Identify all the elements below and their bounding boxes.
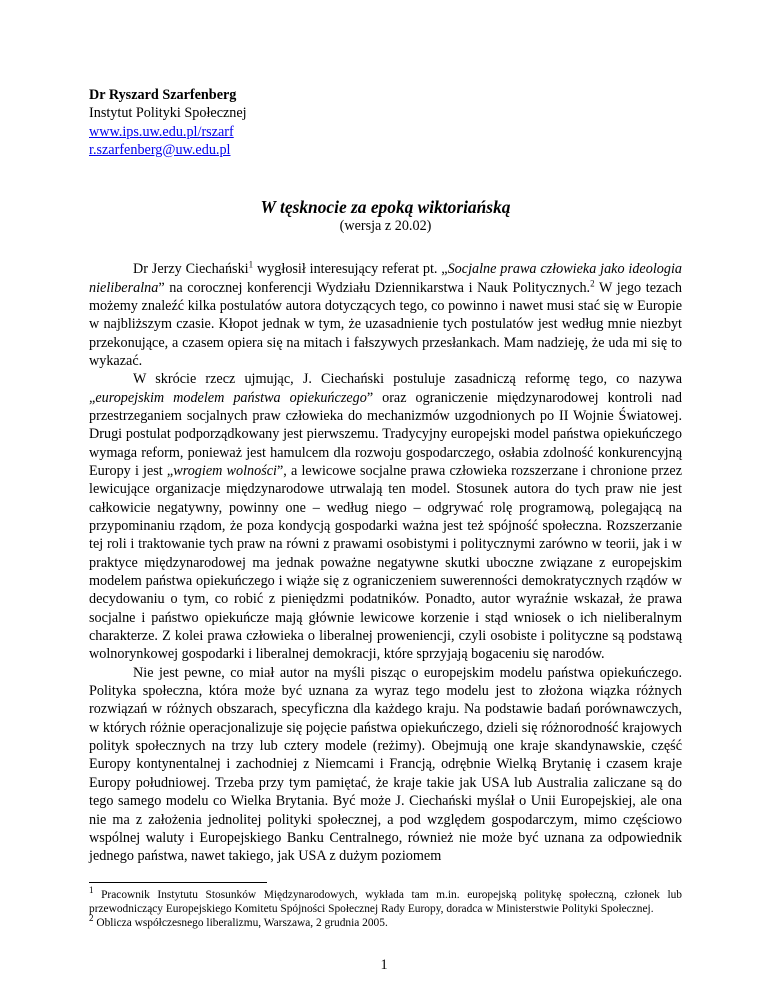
footnote-ref-1[interactable]: 1	[248, 259, 254, 270]
referat-title: Socjalne prawa człowieka jako ideologia nieliberalna	[89, 261, 682, 296]
footnotes	[89, 885, 682, 931]
document-title: W tęsknocie za epoką wiktoriańską	[260, 197, 511, 218]
page-number: 1	[380, 957, 388, 973]
body-text	[89, 260, 682, 865]
website-link[interactable]: www.ips.uw.edu.pl/rszarf	[89, 123, 234, 140]
emphasis-model: europejskim modelem państwa opiekuńczego	[95, 389, 367, 406]
footnote-ref-2[interactable]: 2	[590, 277, 595, 288]
email-link[interactable]: r.szarfenberg@uw.edu.pl	[89, 141, 231, 158]
footnote-2: $^2$ Oblicza współczesnego liberalizmu, Warszawa, 2 grudnia 2005.	[89, 913, 388, 930]
document-page	[89, 86, 682, 866]
paragraph-3: Nie jest pewne, co miał autor na myśli pisząc o europejskim modelu państwa opiekuńczego. Polityka społeczna, która może być uznana za wyraz tego modelu jest to złożona wiązka różnych rozwiązań w różnych obszarach, specyficzna dla każdego kraju. Na podstawie badań porównawczych, w których różnie operacjonalizuje się pojęcie państwa opiekuńczego, dzieli się różnorodność krajowych polityk społecznych na trzy lub cztery modele (reżimy). Obejmują one kraje skandynawskie, część Europy kontynentalnej i zachodniej z Niemcami i Francją, odrębnie Wielką Brytanię i czasem kraje Europy południowej. Trzeba przy tym pamiętać, że kraje takie jak USA lub Australia zaliczane są do tego samego modelu co Wielka Brytania. Być może J. Ciechański myślał o Unii Europejskiej, ale ona nie ma z założenia jednolitej polityki społecznej, a pod względem gospodarczym, mimo częściowo wspólnej waluty i Europejskiego Banku Centralnego, również nie może być uznana za odpowiednik jednego państwa, nawet takiego, jak USA z dużym poziomem	[89, 664, 682, 865]
version-note: (wersja z 20.02)	[339, 218, 432, 235]
emphasis-enemy: wrogiem wolności	[173, 462, 277, 479]
paragraph-1: Dr Jerzy Ciechański$^1$ wygłosił interesujący referat pt. „Socjalne prawa człowieka jako ideologia nieliberalna” na corocznej konferencji Wydziału Dziennikarstwa i Nauk Politycznych.$^2$ W jego tezach możemy znaleźć kilka postulatów autora dotyczących tego, co powinno i nawet musi stać się w Europie w najbliższym czasie. Kłopot jednak w tym, że uzasadnienie tych postulatów jest według mnie niezbyt przekonujące, a czasem opiera się na mitach i fałszywych przesłankach. Mam nadzieję, że uda mi się to wykazać.	[89, 259, 682, 369]
paragraph-2: W skrócie rzecz ujmując, J. Ciechański postuluje zasadniczą reformę tego, co nazywa „europejskim modelem państwa opiekuńczego” oraz ograniczenie międzynarodowej kontroli nad przestrzeganiem socjalnych praw człowieka do mechanizmów uzgodnionych po II Wojnie Światowej. Drugi postulat podporządkowany jest pierwszemu. Tradycyjny europejski model państwa opiekuńczego wymaga reform, ponieważ jest hamulcem dla rozwoju gospodarczego, osłabia zdolność konkurencyjną Europy i jest „wrogiem wolności”, a lewicowe socjalne prawa człowieka rozszerzane i chronione przez lewicujące organizacje międzynarodowe utrwalają ten model. Stosunek autora do tych praw nie jest całkowicie negatywny, powinny one – według niego – odgrywać rolę programową, polegającą na przypominaniu rządom, że poza kondycją gospodarki ważna jest też spójność społeczna. Rozszerzanie tej roli i traktowanie tych praw na równi z prawami osobistymi i politycznymi zarówno w teorii, jak i w praktyce międzynarodowej ma jednak poważne negatywne skutki uboczne związane z europejskim modelem państwa opiekuńczego i wiąże się z ograniczeniem suwerenności demokratycznych rządów w decydowaniu o tym, co robić z pieniędzmi podatników. Ponadto, autor wyraźnie wskazał, że prawa socjalne i państwo opiekuńcze mają głównie lewicowe korzenie i stąd wniosek o ich nieliberalnym charakterze. Z kolei prawa człowieka o liberalnej proweniencji, czyli osobiste i polityczne są podstawą wolnorynkowej gospodarki i liberalnej demokracji, które sprzyjają bogaceniu się narodów.	[89, 371, 682, 663]
footnote-separator	[89, 882, 267, 883]
institute-name: Instytut Polityki Społecznej	[89, 105, 247, 122]
title-block	[89, 197, 682, 235]
footnote-1: $^1$ Pracownik Instytutu Stosunków Międzynarodowych, wykłada tam m.in. europejską politykę społeczną, członek lub przewodniczący Europejskiego Komitetu Spójności Społecznej Rady Europy, doradca w Ministerstwie Polityki Społecznej.	[89, 885, 682, 916]
author-header	[89, 86, 682, 159]
author-name: Dr Ryszard Szarfenberg	[89, 87, 237, 103]
